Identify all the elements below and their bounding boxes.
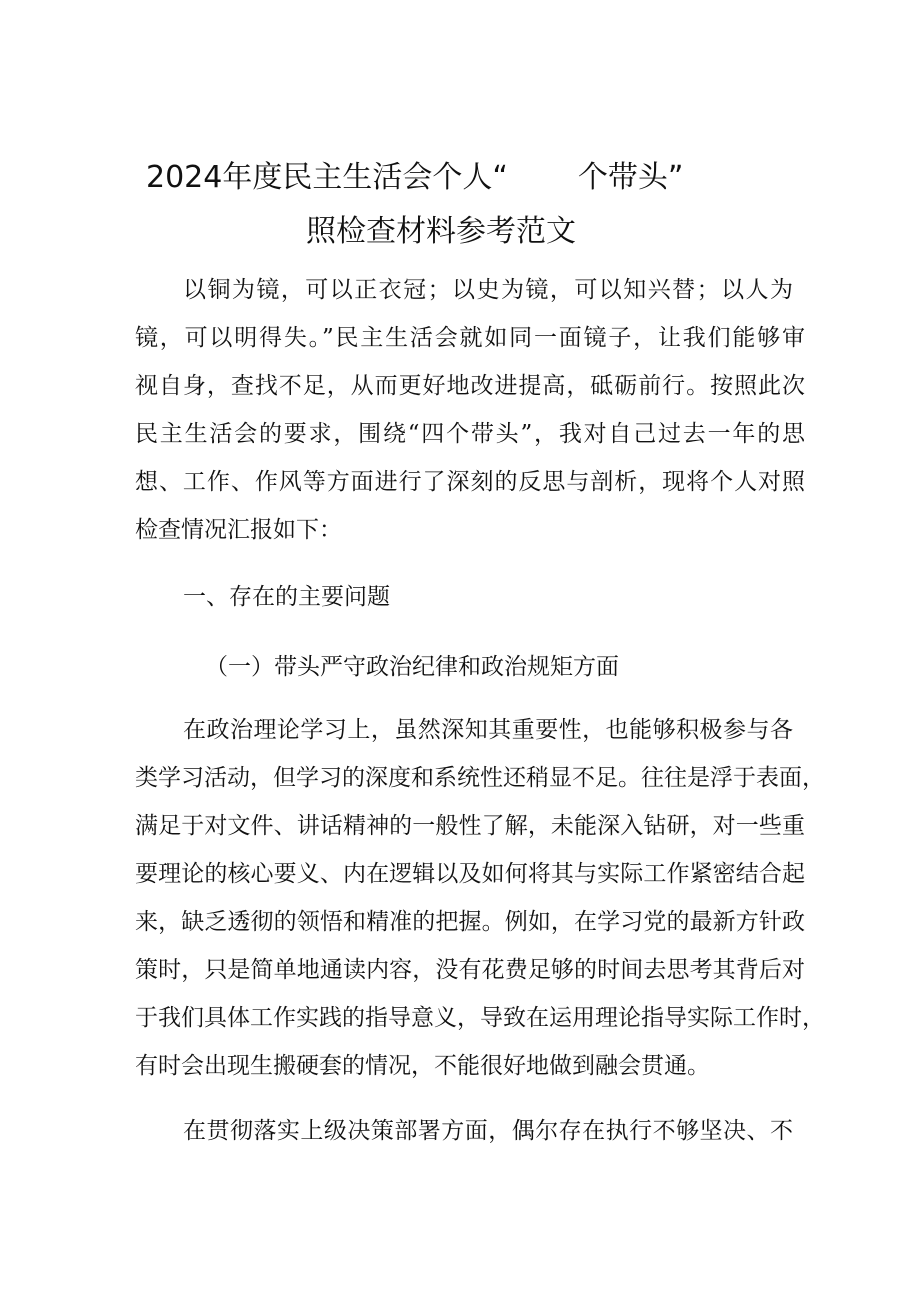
- title-part-a: 2024年度民主生活会个人“: [146, 160, 508, 195]
- document-title-line-2: 照检查材料参考范文: [306, 214, 576, 249]
- para1-line-8: 有时会出现生搬硬套的情况，不能很好地做到融会贯通。: [135, 1053, 710, 1079]
- title-part-b: 个带头”: [577, 160, 684, 195]
- para1-line-7: 于我们具体工作实践的指导意义，导致在运用理论指导实际工作时，: [135, 1005, 825, 1031]
- section-heading: 一、存在的主要问题: [183, 584, 390, 610]
- para1-line-2: 类学习活动，但学习的深度和系统性还稍显不足。往往是浮于表面，: [135, 765, 825, 791]
- para1-line-5: 来，缺乏透彻的领悟和精准的把握。例如，在学习党的最新方针政: [135, 909, 805, 935]
- intro-line-6: 检查情况汇报如下：: [135, 517, 342, 543]
- intro-line-4: 民主生活会的要求，围绕“四个带头”，我对自己过去一年的思: [135, 421, 805, 447]
- para1-line-6: 策时，只是简单地通读内容，没有花费足够的时间去思考其背后对: [135, 957, 805, 983]
- para2-line-1: 在贯彻落实上级决策部署方面，偶尔存在执行不够坚决、不: [183, 1118, 793, 1144]
- para1-line-3: 满足于对文件、讲话精神的一般性了解，未能深入钻研，对一些重: [135, 813, 805, 839]
- para1-line-1: 在政治理论学习上，虽然深知其重要性，也能够积极参与各: [183, 717, 793, 743]
- subsection-heading: （一）带头严守政治纪律和政治规矩方面: [205, 654, 619, 680]
- intro-line-5: 想、工作、作风等方面进行了深刻的反思与剖析，现将个人对照: [135, 469, 805, 495]
- intro-line-3: 视自身，查找不足，从而更好地改进提高，砥砺前行。按照此次: [135, 373, 805, 399]
- intro-line-2: 镜，可以明得失。”民主生活会就如同一面镜子，让我们能够审: [135, 325, 805, 351]
- para1-line-4: 要理论的核心要义、内在逻辑以及如何将其与实际工作紧密结合起: [135, 861, 805, 887]
- intro-line-1: 以铜为镜，可以正衣冠；以史为镜，可以知兴替；以人为: [183, 277, 793, 303]
- document-title-line-1: [146, 152, 683, 196]
